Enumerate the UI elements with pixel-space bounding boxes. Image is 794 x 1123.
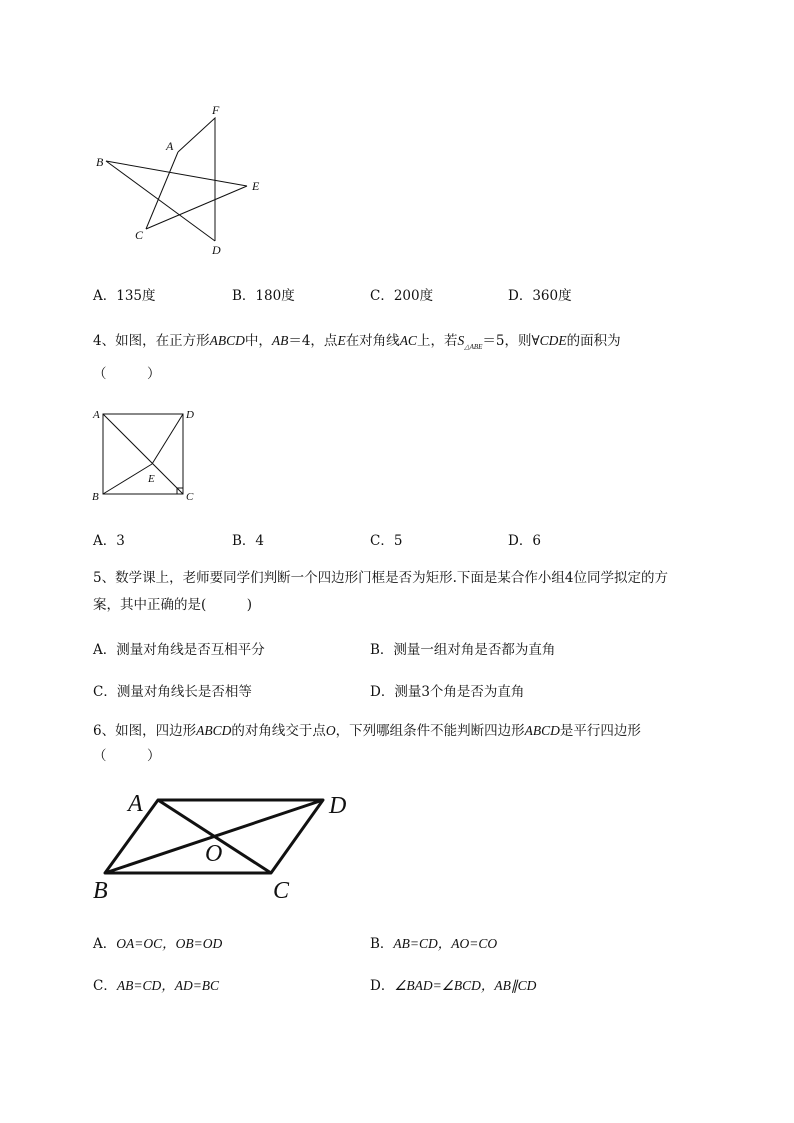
q6-stem-text-4: 是平行四边形	[559, 723, 641, 739]
q6-option-b[interactable]	[370, 932, 497, 952]
q6-answer-paren: （ ）	[93, 748, 161, 764]
q4-stem-text-2: 中，	[244, 333, 272, 349]
q6-parallelogram-figure	[88, 785, 368, 905]
q6-stem-o: O	[325, 723, 336, 738]
q6-option-d[interactable]	[370, 974, 536, 994]
q6-option-d-expr: ∠BAD=∠BCD，AB∥CD	[394, 978, 537, 993]
star-line-b-d	[106, 161, 215, 241]
q4-option-b[interactable]: B．4	[232, 533, 265, 549]
q4-option-a[interactable]: A．3	[93, 533, 125, 549]
q4-stem-text-4: 在对角线	[345, 333, 400, 349]
q6-stem-text-2: 的对角线交于点	[231, 723, 326, 739]
q6-option-c-prefix: C．	[93, 978, 117, 994]
q6-option-d-prefix: D．	[370, 978, 395, 994]
q4-stem-abcd: ABCD	[209, 333, 245, 348]
q4-stem-text-5: 上，若	[416, 333, 458, 349]
star-label-a: A	[166, 139, 174, 153]
q5-stem-line-2: 案，其中正确的是( )	[93, 597, 253, 613]
q4-answer-paren: （ ）	[93, 366, 161, 382]
q6-stem-abcd-1: ABCD	[196, 723, 232, 738]
square-label-c: C	[186, 491, 194, 503]
star-label-d: D	[212, 243, 221, 257]
q3-option-b[interactable]: B．180度	[232, 288, 295, 304]
q4-stem-text-3: ＝4，点	[288, 333, 338, 349]
q6-stem-abcd-2: ABCD	[524, 723, 560, 738]
q4-stem-ac: AC	[399, 333, 417, 348]
para-label-b: B	[93, 878, 108, 904]
q4-stem-text-1: 4、如图，在正方形	[93, 333, 210, 349]
q4-stem-s: S	[457, 333, 465, 348]
square-label-a: A	[93, 409, 100, 421]
square-label-d: D	[186, 409, 194, 421]
q5-option-d[interactable]: D．测量3个角是否为直角	[370, 684, 525, 700]
star-label-b: B	[96, 155, 104, 169]
q6-option-a-prefix: A．	[93, 936, 117, 952]
square-label-e: E	[148, 473, 155, 485]
q6-option-c-expr: AB=CD，AD=BC	[116, 978, 220, 993]
para-label-d: D	[329, 793, 347, 819]
q5-option-c[interactable]: C．测量对角线长是否相等	[93, 684, 252, 700]
q4-stem	[93, 331, 621, 357]
star-label-e: E	[252, 179, 260, 193]
q4-stem-ab: AB	[271, 333, 289, 348]
q4-square-figure	[88, 405, 203, 505]
q4-stem-triangle-symbol: ∀	[531, 333, 540, 349]
para-label-o: O	[205, 841, 223, 867]
q4-stem-cde: CDE	[539, 333, 567, 348]
q6-stem-text-1: 6、如图，四边形	[93, 723, 197, 739]
q6-option-b-expr: AB=CD，AO=CO	[393, 936, 498, 951]
q6-option-a-expr: OA=OC，OB=OD	[116, 936, 223, 951]
square-label-b: B	[92, 491, 99, 503]
q5-option-b[interactable]: B．测量一组对角是否都为直角	[370, 642, 556, 658]
diagonal-ac	[103, 414, 183, 494]
star-label-f: F	[212, 103, 220, 117]
star-label-c: C	[135, 228, 144, 242]
q5-stem-line-1: 5、数学课上，老师要同学们判断一个四边形门框是否为矩形.下面是某合作小组4位同学拟定的方	[93, 570, 668, 586]
q4-stem-text-6: ＝5，则	[482, 333, 532, 349]
q6-option-b-prefix: B．	[370, 936, 394, 952]
star-line-b-e	[106, 161, 247, 186]
segment-d-e	[152, 414, 183, 464]
q4-stem-s-subscript: △ABE	[464, 343, 483, 351]
q4-stem-text-7: 的面积为	[566, 333, 621, 349]
q5-option-a[interactable]: A．测量对角线是否互相平分	[93, 642, 265, 658]
q4-stem-e: E	[337, 333, 346, 348]
q4-option-c[interactable]: C．5	[370, 533, 403, 549]
segment-b-e	[103, 464, 152, 494]
q6-option-c[interactable]	[93, 974, 219, 994]
para-label-c: C	[273, 878, 290, 904]
para-label-a: A	[128, 791, 143, 817]
q3-option-c[interactable]: C．200度	[370, 288, 434, 304]
q3-option-a[interactable]: A．135度	[93, 288, 156, 304]
q6-stem-text-3: ，下列哪组条件不能判断四边形	[335, 723, 525, 739]
q6-stem	[93, 721, 641, 741]
q6-option-a[interactable]	[93, 932, 222, 952]
q3-option-d[interactable]: D．360度	[508, 288, 572, 304]
q3-star-figure	[90, 100, 280, 265]
q4-option-d[interactable]: D．6	[508, 533, 541, 549]
